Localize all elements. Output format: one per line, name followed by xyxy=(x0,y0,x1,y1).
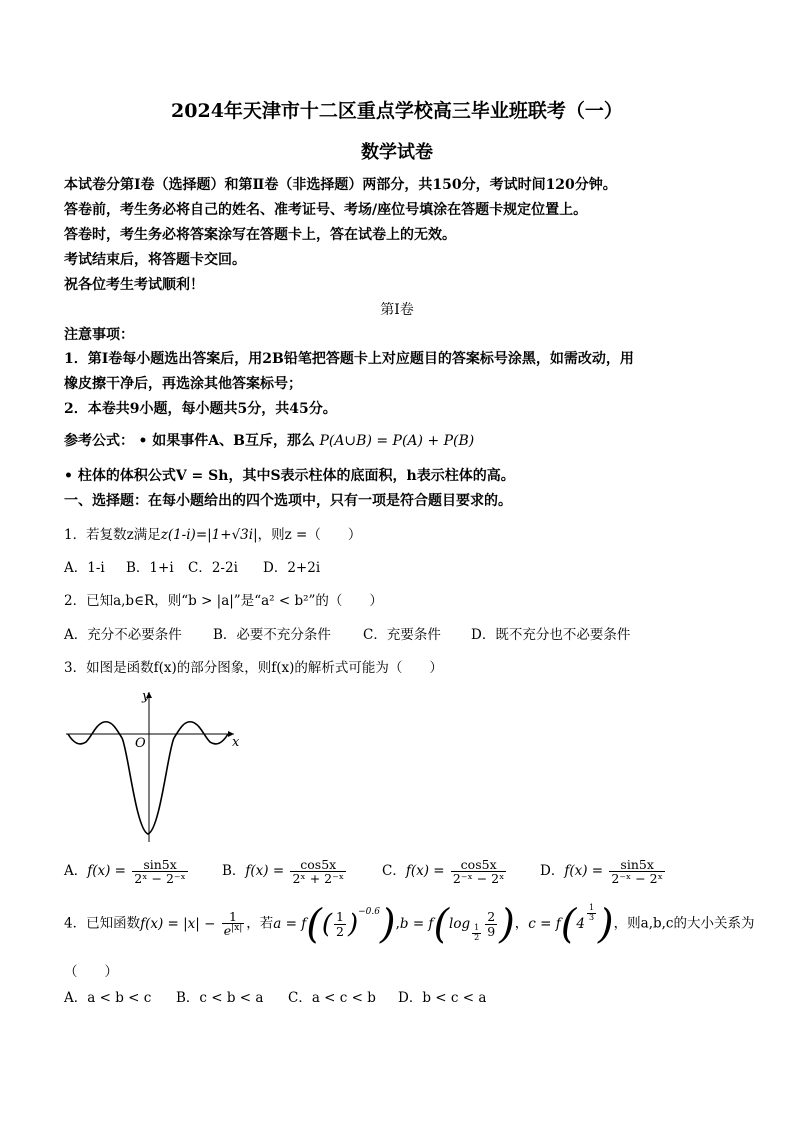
reference-item-2: • 柱体的体积公式V = Sh，其中S表示柱体的底面积，h表示柱体的高。 xyxy=(64,468,515,484)
notes-title: 注意事项： xyxy=(64,327,134,343)
question-4-b-value: b = f(log $_{\frac{1}{2}}$ $\frac{2}{9}$ ) xyxy=(399,901,515,947)
option-b-numerator: cos5x xyxy=(300,857,337,872)
exam-title: 2024年天津市十二区重点学校高三毕业班联考（一） xyxy=(171,100,623,122)
question-1-options xyxy=(64,556,320,576)
intro-line-3: 答卷时，考生务必将答案涂写在答题卡上，答在试卷上的无效。 xyxy=(64,227,456,243)
question-1-stem xyxy=(64,523,361,543)
note-1-line-1: 1．第Ⅰ卷每小题选出答案后，用2B铅笔把答题卡上对应题目的答案标号涂黑，如需改动，用 xyxy=(64,351,634,367)
y-axis-label: y xyxy=(142,689,150,704)
question-1-prefix: 1．若复数z满足 xyxy=(64,527,161,543)
intro-line-5: 祝各位考生考试顺利！ xyxy=(64,277,204,293)
question-1-suffix: ，则z =（ ） xyxy=(257,527,362,543)
question-3-option-d xyxy=(540,858,667,885)
option-b-label: B． xyxy=(222,863,246,880)
question-4-option-b: B．c < b < a xyxy=(176,990,264,1006)
option-a-numerator: sin5x xyxy=(143,857,177,872)
option-c-numerator: cos5x xyxy=(460,857,497,872)
reference-formulas xyxy=(64,430,474,450)
note-1-line-2: 橡皮擦干净后，再选涂其他答案标号； xyxy=(64,376,302,392)
question-4-stem: 4．已知函数f(x) = |x| − $\frac{1}{e^{|x|}}$ ，若a = f(( $\frac{1}{2}$ )$^{-0.6}$),b = f(log $_{\frac{1}{2}}$ $\frac{2}{9}$ )，c = f(4 $^{\frac{1}{3}}$ )，则a,b,c的大小关系为 xyxy=(64,901,755,947)
part1-heading: 第Ⅰ卷 xyxy=(380,302,414,318)
question-4-function: f(x) = |x| − $\frac{1}{e^{|x|}}$ xyxy=(140,909,243,939)
question-1-option-a: A．1-i xyxy=(64,560,105,576)
origin-label: O xyxy=(135,736,146,751)
option-d-fraction xyxy=(609,858,665,885)
question-3-option-c xyxy=(382,858,540,885)
question-4-answer-paren: （ ） xyxy=(64,964,118,980)
option-a-denominator: 2ˣ − 2⁻ˣ xyxy=(134,871,186,887)
function-curve xyxy=(68,722,228,834)
question-2-option-a: A．充分不必要条件 xyxy=(64,627,182,643)
intro-line-4: 考试结束后，将答题卡交回。 xyxy=(64,252,246,268)
option-d-label: D． xyxy=(540,863,565,880)
option-b-denominator: 2ˣ + 2⁻ˣ xyxy=(292,871,344,887)
option-d-numerator: sin5x xyxy=(620,857,654,872)
option-d-lhs: f(x) = xyxy=(564,863,604,880)
option-a-lhs: f(x) = xyxy=(87,863,126,880)
question-4-a-value: a = f(( $\frac{1}{2}$ )$^{-0.6}$) xyxy=(273,901,396,947)
option-b-lhs: f(x) = xyxy=(245,863,285,880)
option-c-fraction xyxy=(451,858,507,885)
reference-label: 参考公式： xyxy=(64,433,134,449)
option-b-fraction xyxy=(290,858,346,885)
question-2-options xyxy=(64,623,630,643)
option-a-label: A． xyxy=(64,863,88,880)
question-4-suffix: ，则a,b,c的大小关系为 xyxy=(613,915,755,932)
question-2-option-d: D．既不充分也不必要条件 xyxy=(471,627,631,643)
option-c-label: C． xyxy=(382,863,406,880)
question-4-options xyxy=(64,986,486,1006)
question-3-option-a xyxy=(64,858,222,885)
question-2-option-b: B．必要不充分条件 xyxy=(213,627,331,643)
question-1-option-c: C．2-2i xyxy=(188,560,238,576)
question-4-c-value: c = f(4 $^{\frac{1}{3}}$ ) xyxy=(528,901,614,947)
question-4-option-a: A．a < b < c xyxy=(64,990,152,1006)
option-a-fraction xyxy=(132,858,188,885)
x-axis-label: x xyxy=(232,735,240,750)
question-2-option-c: C．充要条件 xyxy=(363,627,441,643)
option-d-denominator: 2⁻ˣ − 2ˣ xyxy=(611,871,663,887)
question-2-stem: 2．已知a,b∈R，则“b > |a|”是“a² < b²”的（ ） xyxy=(64,593,383,609)
option-c-denominator: 2⁻ˣ − 2ˣ xyxy=(452,871,505,887)
note-2: 2．本卷共9小题，每小题共5分，共45分。 xyxy=(64,401,337,417)
question-3-options xyxy=(64,858,667,885)
intro-line-1: 本试卷分第Ⅰ卷（选择题）和第Ⅱ卷（非选择题）两部分，共150分，考试时间120分钟。 xyxy=(64,177,617,193)
question-3-stem: 3．如图是函数f(x)的部分图象，则f(x)的解析式可能为（ ） xyxy=(64,660,443,676)
section-title: 一、选择题：在每小题给出的四个选项中，只有一项是符合题目要求的。 xyxy=(64,493,512,509)
function-graph xyxy=(62,686,248,844)
question-3-option-b xyxy=(222,858,382,885)
question-4-prefix: 4．已知函数 xyxy=(64,915,141,932)
question-4-option-d: D．b < c < a xyxy=(398,990,487,1006)
question-4-option-c: C．a < c < b xyxy=(288,990,376,1006)
question-1-option-d: D．2+2i xyxy=(263,560,321,576)
question-1-formula: z(1-i)=|1+√3i| xyxy=(160,527,258,543)
question-4-mid: ，若 xyxy=(246,915,274,932)
exam-subtitle: 数学试卷 xyxy=(361,142,433,163)
question-1-option-b: B．1+i xyxy=(126,560,174,576)
reference-item-1-text: • 如果事件A、B互斥，那么 xyxy=(138,433,315,449)
reference-item-1-formula: P(A∪B) = P(A) + P(B) xyxy=(319,433,475,449)
intro-line-2: 答卷前，考生务必将自己的姓名、准考证号、考场/座位号填涂在答题卡规定位置上。 xyxy=(64,202,588,218)
option-c-lhs: f(x) = xyxy=(405,863,445,880)
